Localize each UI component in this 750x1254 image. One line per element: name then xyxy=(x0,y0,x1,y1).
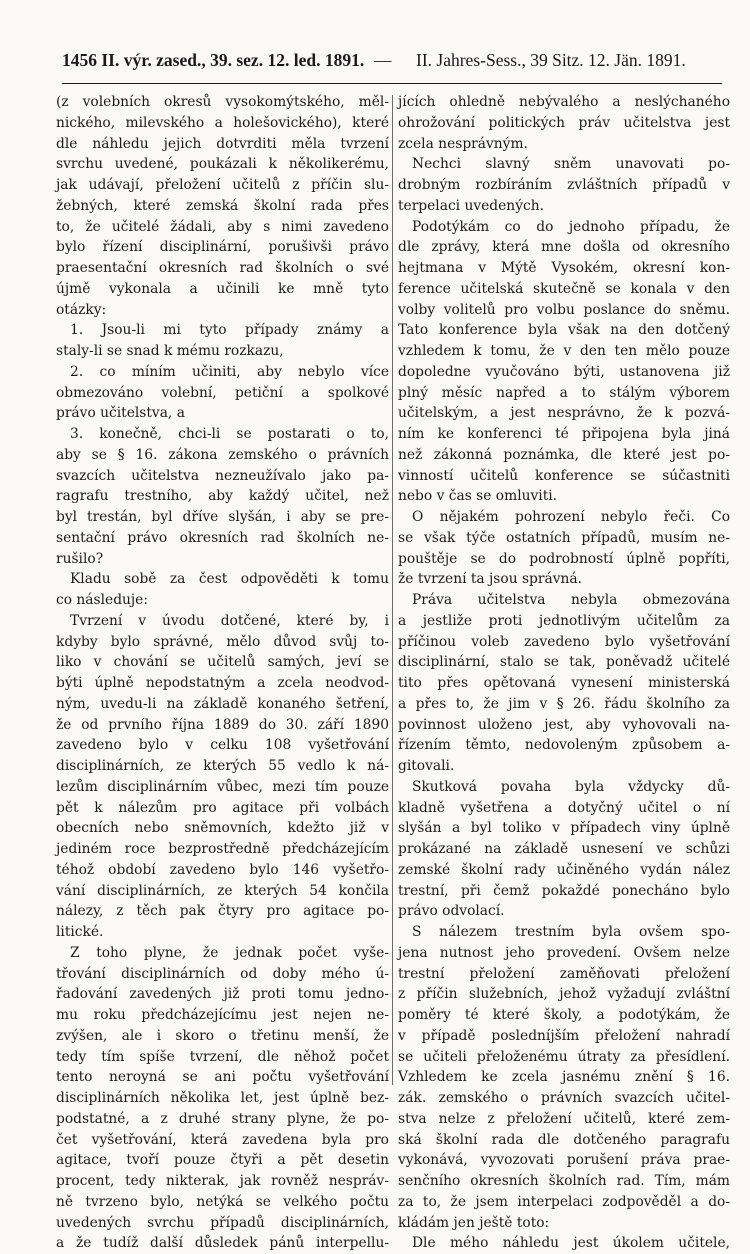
text-line: kladně vyšetřena a dotyčný učitel o ní xyxy=(398,799,730,816)
text-line: dle zprávy, která mne došla od okresního xyxy=(398,239,730,256)
text-line: bylo řízení disciplinární, porušivši právo xyxy=(56,239,389,256)
header-czech: 1456 II. výr. zased., 39. sez. 12. led. 1891. xyxy=(62,50,365,70)
text-line: agitace, tvoří pouze čtyři a pět desetin xyxy=(56,1152,389,1169)
text-line: sentační právo okresních rad školních ne- xyxy=(56,529,389,546)
text-line: ně tvrzeno bylo, netýká se velkého počtu xyxy=(56,1193,389,1210)
text-line: kdyby bylo správné, mělo důvod svůj to- xyxy=(56,633,389,650)
text-line: řízením těmto, nedovoleným způsobem a- xyxy=(398,737,730,754)
text-line: nického, milevského a holešovického), které xyxy=(56,114,389,131)
text-line: jena nutnost jeho provedení. Ovšem nelze xyxy=(398,944,730,961)
text-line: 3. konečně, chci-li se postarati o to, xyxy=(70,426,389,442)
text-line: za to, že jsem interpelaci zodpověděl a do- xyxy=(398,1193,730,1210)
text-line: tito přes opětovaná vynesení ministerská xyxy=(398,675,730,691)
text-line: liko v chování se učitelů samých, jeví se xyxy=(56,654,389,671)
text-line: právo učitelstva, a xyxy=(56,405,185,422)
text-line: v případě posledníjším přeložení nahradí xyxy=(398,1027,730,1044)
text-line: praesentační okresních rad školních o své xyxy=(56,260,389,276)
text-line: vání disciplinárních, ze kterých 54 končila xyxy=(56,882,389,899)
text-line: že od prvního října 1889 do 30. září 1890 xyxy=(56,716,389,733)
text-line: staly-li se snad k mému rozkazu, xyxy=(56,343,284,359)
text-line: tento neroyná se ani počtu vyšetřování xyxy=(56,1069,389,1086)
header-separator: — xyxy=(374,50,392,70)
text-line: jediném roce bezprostředně předcházejícím xyxy=(56,841,389,857)
text-line: z příčin služebních, jehož vyžadují zvláštní xyxy=(398,986,730,1003)
text-line: příčinou voleb zavedeno bylo vyšetřování xyxy=(398,633,730,650)
text-line: byl trestán, byl dříve slyšán, i aby se pre- xyxy=(56,509,389,525)
text-line: Tato konference byla však na den dotčený xyxy=(398,322,730,339)
text-line: co následuje: xyxy=(56,592,148,608)
text-line: Tvrzení v úvodu dotčené, které by, i xyxy=(70,612,389,629)
text-line: prokázané na základě usnesení ve schůzi xyxy=(398,841,730,857)
text-line: dopoledne vyučováno býti, ustanovena již xyxy=(398,363,730,380)
text-line: nebo v čas se omluviti. xyxy=(398,488,558,505)
text-line: Práva učitelstva nebyla obmezována xyxy=(412,592,730,608)
header-german: II. Jahres-Sess., 39 Sitz. 12. Jän. 1891. xyxy=(416,50,686,70)
text-line: poměry té které školy, a podotýkám, že xyxy=(398,1007,730,1023)
text-line: řadování zavedených již proti tomu jedno- xyxy=(56,986,389,1003)
text-line: stva nelze z přeložení učitelů, které zem- xyxy=(398,1110,730,1127)
text-line: Dle mého náhledu jest úkolem učitele, xyxy=(412,1235,730,1252)
text-line: otázky: xyxy=(56,301,107,318)
text-line: vzhledem k tomu, že v den ten mělo pouze xyxy=(398,343,730,359)
text-line: lezům disciplinárním vůbec, mezi tím pouze xyxy=(56,778,389,795)
text-line: terpelaci uvedených. xyxy=(398,197,544,214)
page-header xyxy=(62,50,722,78)
text-line: disciplinární, stalo se tak, poněvadž učitelé xyxy=(398,654,730,671)
text-line: Podotýkám co do jednoho případu, že xyxy=(412,218,730,235)
text-line: povinnost uloženo jest, aby vyhovovali na- xyxy=(398,716,730,733)
text-line: rušilo? xyxy=(56,550,104,567)
text-line: slyšán a byl toliko v případech viny úplně xyxy=(398,820,730,837)
text-line: drobným rozbíráním zvláštních případů v xyxy=(398,177,730,193)
text-line: vinností učitelů konference se súčastniti xyxy=(398,467,730,484)
text-line: než zákonná poznámka, dle které jest po- xyxy=(398,446,730,463)
text-line: senčního okresních školních rad. Tím, mám xyxy=(398,1173,730,1189)
text-line: O nějakém pohrození nebylo řeči. Co xyxy=(412,509,730,525)
left-column xyxy=(56,92,389,1254)
text-line: mu roku předcházejícímu jest nejen ne- xyxy=(56,1007,389,1023)
text-line: a přes to, že jim v § 26. řádu školního za xyxy=(398,695,730,712)
text-line: vykonává, vyvozovati porušení práva prae- xyxy=(398,1152,730,1169)
text-line: S nálezem trestním byla ovšem spo- xyxy=(412,924,730,940)
text-line: aby se § 16. zákona zemského o právních xyxy=(56,446,389,463)
text-line: hejtmana v Mýtě Vysokém, okresní kon- xyxy=(398,260,730,276)
text-line: dle náhledu jejich dotvrditi měla tvrzení xyxy=(56,135,389,152)
text-line: obmezováno volební, petiční a spolkové xyxy=(56,384,389,401)
text-line: 2. co míním učiniti, aby nebylo více xyxy=(70,363,389,380)
text-line: volby volitelů pro volbu poslance do sněmu. xyxy=(398,301,730,318)
text-line: ragrafu trestního, aby každý učitel, než xyxy=(56,488,389,505)
text-line: čet vyšetřování, která zavedena byla pro xyxy=(56,1131,389,1148)
text-line: ným, uvedu-li na základě konaného šetření, xyxy=(56,695,389,712)
text-line: pouštěje se do podrobností úplně popříti, xyxy=(398,550,730,567)
text-line: třování disciplinárních od doby mého ú- xyxy=(56,965,389,982)
text-line: a že tudíž další důsledek pánů interpellu- xyxy=(56,1235,389,1252)
text-line: ference učitelská skutečně se konala v den xyxy=(398,280,730,297)
text-line: litické. xyxy=(56,924,104,940)
text-line: zvýšen, ale i skoro o třetinu menší, že xyxy=(56,1027,389,1044)
text-line: žebných, které zemská školní rada přes xyxy=(56,197,389,214)
text-line: Skutková povaha byla vždycky dů- xyxy=(412,778,730,795)
text-line: zavedeno bylo v celku 108 vyšetřování xyxy=(56,737,389,754)
text-line: ním ke konferenci té připojena byla jiná xyxy=(398,426,730,442)
text-line: kládám jen ještě toto: xyxy=(398,1214,550,1231)
text-line: že tvrzení ta jsou správná. xyxy=(398,571,582,588)
text-line: plný měsíc napřed a to stálým výborem xyxy=(398,384,730,401)
text-line: svazcích učitelstva nezneužívalo jako pa- xyxy=(56,467,389,484)
text-line: právo odvolací. xyxy=(398,903,505,920)
text-line: jak udávají, přeložení učitelů z příčin slu- xyxy=(56,177,389,193)
text-line: Vzhledem ke zcela jasnému znění § 16. xyxy=(398,1069,730,1086)
text-line: a jestliže proti jednotlivým učitelům za xyxy=(398,612,730,629)
text-line: 1. Jsou-li mi tyto případy známy a xyxy=(70,322,389,339)
text-line: se však týče ostatních případů, musím ne- xyxy=(398,529,730,546)
column-divider xyxy=(392,95,393,1085)
text-line: se učiteli přeloženému útraty za přesídlení. xyxy=(398,1048,730,1065)
text-line: zcela nesprávným. xyxy=(398,135,528,152)
text-line: disciplinárních, ze kterých 55 vedlo k ná- xyxy=(56,758,389,774)
text-line: obecních nebo sněmovních, kdežto již v xyxy=(56,820,389,837)
text-line: disciplinárních několika let, jest úplně bez- xyxy=(56,1090,389,1106)
text-line: Kladu sobě za čest odpověděti k tomu xyxy=(70,571,389,588)
text-line: tedy tím spíše tvrzení, dle něhož počet xyxy=(56,1048,389,1065)
text-line: býti úplně nepodstatným a zcela neodvod- xyxy=(56,675,389,691)
header-rule xyxy=(62,83,722,84)
text-line: to, že učitelé žádali, aby s nimi zavedeno xyxy=(56,218,389,235)
text-line: Nechci slavný sněm unavovati po- xyxy=(412,156,730,173)
text-line: jících ohledně nebývalého a neslýchaného xyxy=(398,94,730,110)
right-column xyxy=(398,92,730,1254)
text-line: gitovali. xyxy=(398,758,455,774)
text-line: nálezy, z těch pak čtyry pro agitace po- xyxy=(56,903,389,920)
text-line: (z volebních okresů vysokomýtského, měl- xyxy=(56,94,389,110)
text-line: zák. zemského o právních svazcích učitel- xyxy=(398,1090,730,1106)
text-line: svrchu uvedené, poukázali k několikerému, xyxy=(56,156,389,173)
text-line: zemské školní rady učiněného vydán nález xyxy=(398,861,730,878)
text-line: Z toho plyne, že jednak počet vyše- xyxy=(70,944,389,961)
text-line: trestní, při čemž pokaždé ponecháno bylo xyxy=(398,882,730,899)
text-line: uvedených svrchu případů disciplinárních, xyxy=(56,1214,389,1231)
text-line: učitelským, a jest nesprávno, že k pozvá- xyxy=(398,405,730,422)
text-line: podstatné, a z druhé strany plyne, že po- xyxy=(56,1110,389,1127)
text-line: ohrožování politických práv učitelstva jest xyxy=(398,114,730,131)
text-line: téhož období zavedeno bylo 146 vyšetřo- xyxy=(56,861,389,878)
text-line: trestní přeložení zaměňovati přeložení xyxy=(398,965,730,982)
text-line: ská školní rada dle dotčeného paragrafu xyxy=(398,1131,730,1148)
text-line: újmě vykonala a učinili ke mně tyto xyxy=(56,280,389,297)
text-line: procent, tedy nikterak, jak rovněž nespráv- xyxy=(56,1173,389,1189)
text-line: pět k nálezům pro agitace při volbách xyxy=(56,799,389,816)
